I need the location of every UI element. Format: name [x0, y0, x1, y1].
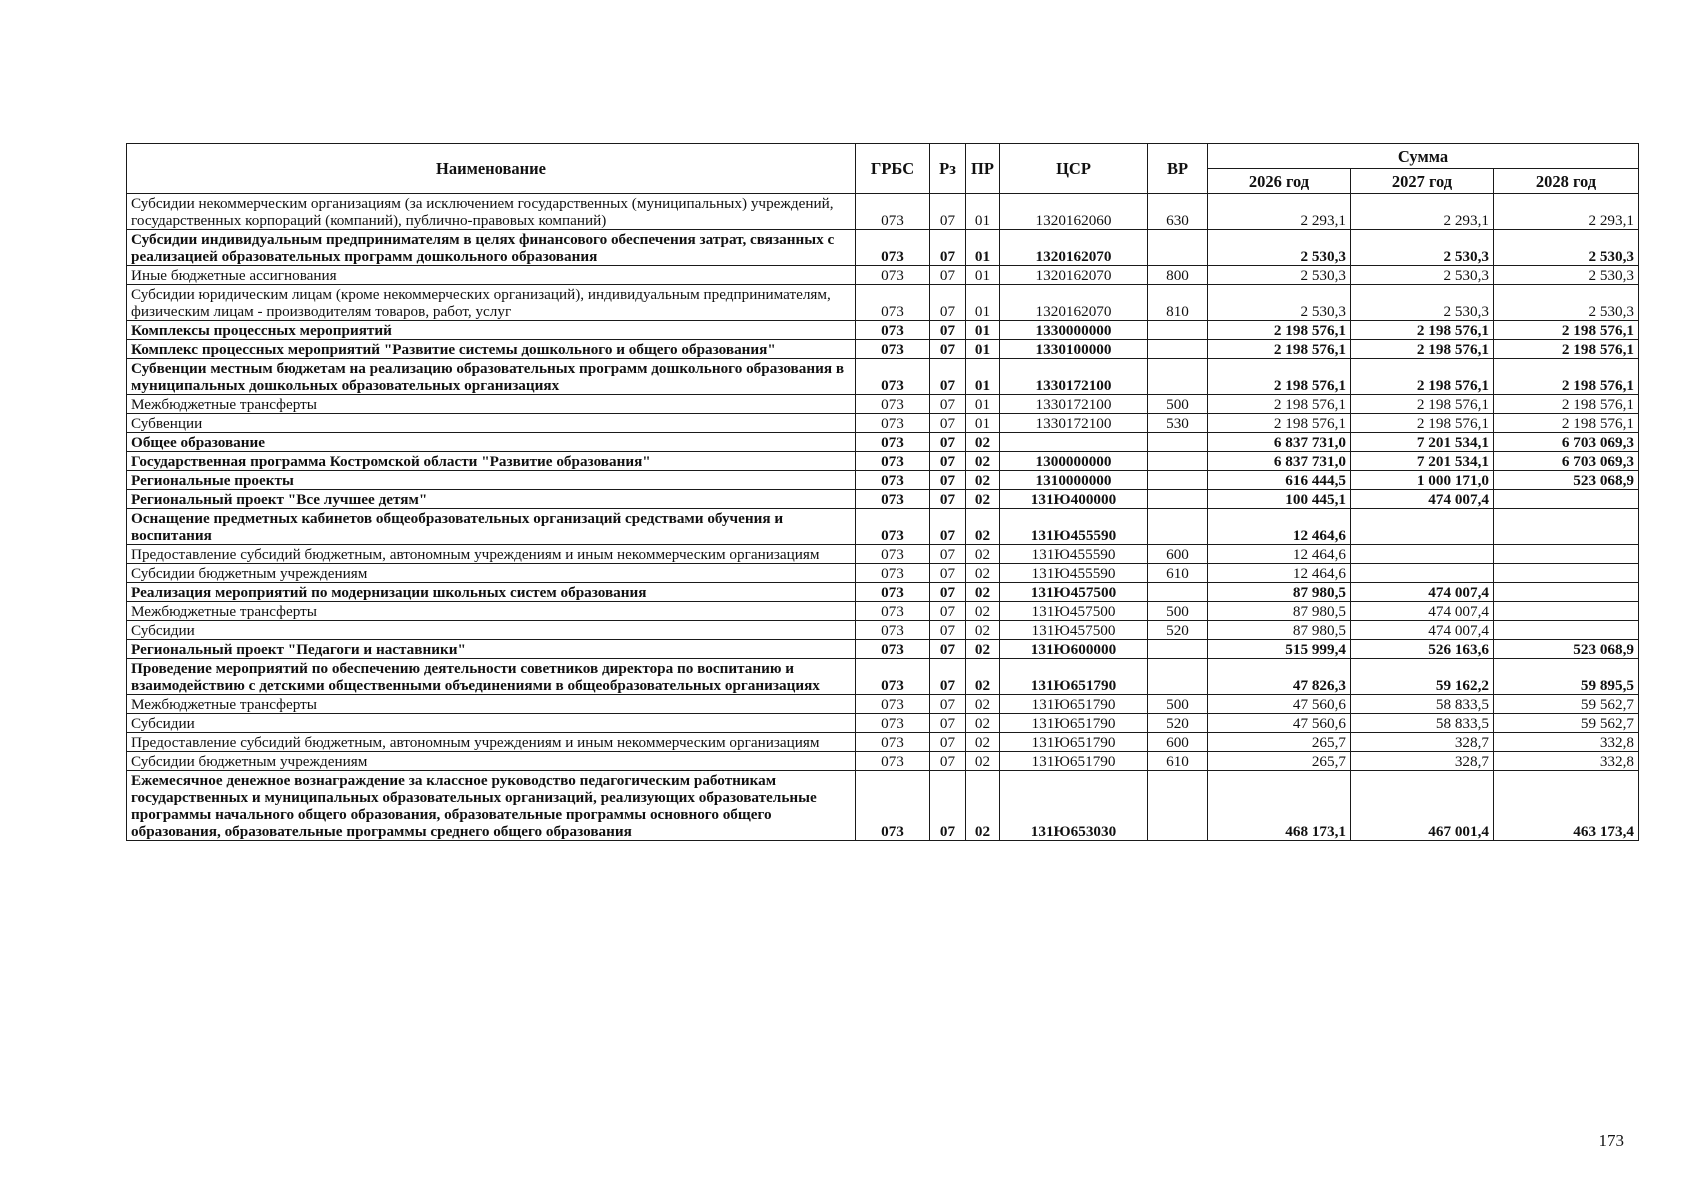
- cell-name: Региональный проект "Все лучшее детям": [127, 490, 856, 509]
- cell-sum-2026: 87 980,5: [1208, 583, 1351, 602]
- cell-pr: 01: [966, 321, 1000, 340]
- cell-rz: 07: [930, 564, 966, 583]
- table-row: [127, 285, 1639, 321]
- cell-pr: 02: [966, 695, 1000, 714]
- cell-pr: 02: [966, 490, 1000, 509]
- cell-grbs: 073: [856, 490, 930, 509]
- table-row: [127, 583, 1639, 602]
- table-body: [127, 194, 1639, 841]
- cell-sum-2026: 2 198 576,1: [1208, 321, 1351, 340]
- table-row: [127, 266, 1639, 285]
- cell-vr: [1148, 340, 1208, 359]
- cell-sum-2026: 12 464,6: [1208, 545, 1351, 564]
- cell-grbs: 073: [856, 509, 930, 545]
- cell-rz: 07: [930, 395, 966, 414]
- table-row: [127, 490, 1639, 509]
- cell-vr: 520: [1148, 714, 1208, 733]
- table-row: [127, 659, 1639, 695]
- cell-sum-2027: 2 530,3: [1351, 285, 1494, 321]
- cell-sum-2027: 7 201 534,1: [1351, 433, 1494, 452]
- cell-csr: 131Ю651790: [1000, 714, 1148, 733]
- cell-sum-2028: [1494, 509, 1639, 545]
- cell-csr: 1320162070: [1000, 230, 1148, 266]
- cell-vr: 610: [1148, 752, 1208, 771]
- table-row: [127, 340, 1639, 359]
- table-row: [127, 452, 1639, 471]
- table-row: [127, 414, 1639, 433]
- cell-pr: 02: [966, 583, 1000, 602]
- cell-csr: 1330172100: [1000, 395, 1148, 414]
- cell-vr: 530: [1148, 414, 1208, 433]
- cell-rz: 07: [930, 452, 966, 471]
- cell-sum-2027: 2 198 576,1: [1351, 359, 1494, 395]
- cell-grbs: 073: [856, 545, 930, 564]
- cell-name: Межбюджетные трансферты: [127, 695, 856, 714]
- cell-sum-2028: 6 703 069,3: [1494, 452, 1639, 471]
- cell-name: Государственная программа Костромской области "Развитие образования": [127, 452, 856, 471]
- budget-table: [126, 143, 1639, 841]
- cell-name: Межбюджетные трансферты: [127, 602, 856, 621]
- table-row: [127, 321, 1639, 340]
- cell-sum-2027: 328,7: [1351, 752, 1494, 771]
- cell-sum-2026: 2 293,1: [1208, 194, 1351, 230]
- cell-sum-2026: 2 530,3: [1208, 285, 1351, 321]
- cell-pr: 02: [966, 509, 1000, 545]
- table-row: [127, 509, 1639, 545]
- cell-vr: [1148, 359, 1208, 395]
- cell-name: Субсидии юридическим лицам (кроме некоммерческих организаций), индивидуальным предпринимателям, физическим лицам - производителям товаров, работ, услуг: [127, 285, 856, 321]
- cell-grbs: 073: [856, 771, 930, 841]
- cell-sum-2027: 474 007,4: [1351, 490, 1494, 509]
- cell-vr: [1148, 659, 1208, 695]
- cell-sum-2028: 332,8: [1494, 752, 1639, 771]
- cell-name: Субсидии некоммерческим организациям (за исключением государственных (муниципальных) учреждений, государственных корпораций (компаний), публично-правовых компаний): [127, 194, 856, 230]
- cell-rz: 07: [930, 733, 966, 752]
- cell-name: Региональный проект "Педагоги и наставники": [127, 640, 856, 659]
- cell-pr: 02: [966, 752, 1000, 771]
- cell-sum-2027: 58 833,5: [1351, 695, 1494, 714]
- cell-vr: 810: [1148, 285, 1208, 321]
- cell-pr: 01: [966, 359, 1000, 395]
- cell-sum-2026: 2 198 576,1: [1208, 359, 1351, 395]
- cell-sum-2027: 59 162,2: [1351, 659, 1494, 695]
- header-grbs: ГРБС: [856, 144, 930, 194]
- cell-vr: [1148, 321, 1208, 340]
- cell-rz: 07: [930, 695, 966, 714]
- cell-name: Проведение мероприятий по обеспечению деятельности советников директора по воспитанию и взаимодействию с детскими общественными объединениями в общеобразовательных организациях: [127, 659, 856, 695]
- cell-sum-2028: 2 198 576,1: [1494, 340, 1639, 359]
- cell-name: Реализация мероприятий по модернизации школьных систем образования: [127, 583, 856, 602]
- cell-grbs: 073: [856, 359, 930, 395]
- cell-sum-2026: 2 198 576,1: [1208, 340, 1351, 359]
- cell-csr: 1320162070: [1000, 266, 1148, 285]
- cell-sum-2027: [1351, 564, 1494, 583]
- cell-sum-2028: [1494, 602, 1639, 621]
- cell-vr: 610: [1148, 564, 1208, 583]
- cell-name: Иные бюджетные ассигнования: [127, 266, 856, 285]
- cell-sum-2026: 87 980,5: [1208, 602, 1351, 621]
- cell-rz: 07: [930, 340, 966, 359]
- cell-csr: [1000, 433, 1148, 452]
- cell-grbs: 073: [856, 395, 930, 414]
- cell-rz: 07: [930, 602, 966, 621]
- cell-sum-2027: 58 833,5: [1351, 714, 1494, 733]
- cell-csr: 1320162060: [1000, 194, 1148, 230]
- cell-rz: 07: [930, 359, 966, 395]
- cell-grbs: 073: [856, 602, 930, 621]
- cell-csr: 131Ю651790: [1000, 752, 1148, 771]
- cell-sum-2028: 59 562,7: [1494, 714, 1639, 733]
- cell-sum-2028: 523 068,9: [1494, 471, 1639, 490]
- cell-rz: 07: [930, 583, 966, 602]
- cell-name: Межбюджетные трансферты: [127, 395, 856, 414]
- cell-csr: 131Ю653030: [1000, 771, 1148, 841]
- cell-sum-2026: 12 464,6: [1208, 509, 1351, 545]
- cell-rz: 07: [930, 433, 966, 452]
- cell-sum-2028: [1494, 621, 1639, 640]
- cell-sum-2028: 332,8: [1494, 733, 1639, 752]
- cell-sum-2027: 2 530,3: [1351, 266, 1494, 285]
- header-year-2028: 2028 год: [1494, 169, 1639, 194]
- cell-pr: 02: [966, 602, 1000, 621]
- cell-sum-2028: 523 068,9: [1494, 640, 1639, 659]
- cell-sum-2028: 2 198 576,1: [1494, 395, 1639, 414]
- cell-name: Субвенции: [127, 414, 856, 433]
- cell-sum-2026: 87 980,5: [1208, 621, 1351, 640]
- cell-vr: [1148, 230, 1208, 266]
- cell-sum-2028: 2 198 576,1: [1494, 359, 1639, 395]
- cell-name: Субсидии бюджетным учреждениям: [127, 564, 856, 583]
- cell-csr: 131Ю651790: [1000, 659, 1148, 695]
- cell-sum-2027: 2 198 576,1: [1351, 340, 1494, 359]
- cell-sum-2026: 265,7: [1208, 752, 1351, 771]
- table-row: [127, 395, 1639, 414]
- cell-csr: 131Ю455590: [1000, 509, 1148, 545]
- cell-sum-2027: 328,7: [1351, 733, 1494, 752]
- cell-sum-2027: 1 000 171,0: [1351, 471, 1494, 490]
- cell-csr: 1310000000: [1000, 471, 1148, 490]
- cell-sum-2026: 2 198 576,1: [1208, 395, 1351, 414]
- cell-name: Региональные проекты: [127, 471, 856, 490]
- cell-grbs: 073: [856, 695, 930, 714]
- cell-grbs: 073: [856, 752, 930, 771]
- cell-pr: 01: [966, 414, 1000, 433]
- cell-rz: 07: [930, 509, 966, 545]
- cell-sum-2026: 6 837 731,0: [1208, 433, 1351, 452]
- cell-sum-2026: 2 198 576,1: [1208, 414, 1351, 433]
- cell-vr: [1148, 452, 1208, 471]
- cell-sum-2028: 2 198 576,1: [1494, 414, 1639, 433]
- cell-rz: 07: [930, 640, 966, 659]
- cell-sum-2026: 265,7: [1208, 733, 1351, 752]
- cell-sum-2028: 59 895,5: [1494, 659, 1639, 695]
- cell-sum-2028: [1494, 583, 1639, 602]
- cell-sum-2027: 2 293,1: [1351, 194, 1494, 230]
- cell-name: Ежемесячное денежное вознаграждение за классное руководство педагогическим работникам государственных и муниципальных образовательных организаций, реализующих образовательные программы начального общего образования, образовательные программы основного общего образования, образовательные программы среднего общего образования: [127, 771, 856, 841]
- cell-sum-2028: 2 293,1: [1494, 194, 1639, 230]
- cell-sum-2026: 515 999,4: [1208, 640, 1351, 659]
- header-pr: ПР: [966, 144, 1000, 194]
- cell-sum-2026: 6 837 731,0: [1208, 452, 1351, 471]
- cell-sum-2027: 2 198 576,1: [1351, 414, 1494, 433]
- cell-sum-2026: 468 173,1: [1208, 771, 1351, 841]
- cell-sum-2026: 12 464,6: [1208, 564, 1351, 583]
- cell-name: Субсидии индивидуальным предпринимателям в целях финансового обеспечения затрат, связанных с реализацией образовательных программ дошкольного образования: [127, 230, 856, 266]
- cell-rz: 07: [930, 752, 966, 771]
- cell-vr: 500: [1148, 395, 1208, 414]
- cell-pr: 02: [966, 640, 1000, 659]
- cell-pr: 01: [966, 340, 1000, 359]
- cell-sum-2027: 474 007,4: [1351, 583, 1494, 602]
- cell-sum-2028: [1494, 490, 1639, 509]
- cell-grbs: 073: [856, 564, 930, 583]
- cell-sum-2028: 59 562,7: [1494, 695, 1639, 714]
- cell-csr: 1330172100: [1000, 414, 1148, 433]
- cell-sum-2026: 47 560,6: [1208, 695, 1351, 714]
- cell-pr: 02: [966, 659, 1000, 695]
- table-row: [127, 230, 1639, 266]
- cell-sum-2026: 47 560,6: [1208, 714, 1351, 733]
- cell-rz: 07: [930, 471, 966, 490]
- cell-csr: 131Ю457500: [1000, 602, 1148, 621]
- page-number: 173: [1598, 1131, 1624, 1150]
- cell-csr: 131Ю455590: [1000, 564, 1148, 583]
- table-row: [127, 194, 1639, 230]
- cell-sum-2026: 2 530,3: [1208, 230, 1351, 266]
- cell-name: Субсидии бюджетным учреждениям: [127, 752, 856, 771]
- cell-vr: 520: [1148, 621, 1208, 640]
- cell-rz: 07: [930, 285, 966, 321]
- cell-rz: 07: [930, 621, 966, 640]
- cell-pr: 02: [966, 545, 1000, 564]
- cell-grbs: 073: [856, 230, 930, 266]
- cell-vr: [1148, 490, 1208, 509]
- cell-rz: 07: [930, 414, 966, 433]
- cell-pr: 02: [966, 621, 1000, 640]
- cell-rz: 07: [930, 266, 966, 285]
- cell-rz: 07: [930, 230, 966, 266]
- table-row: [127, 695, 1639, 714]
- cell-csr: 131Ю457500: [1000, 621, 1148, 640]
- cell-rz: 07: [930, 771, 966, 841]
- cell-pr: 01: [966, 230, 1000, 266]
- cell-grbs: 073: [856, 733, 930, 752]
- cell-pr: 02: [966, 564, 1000, 583]
- cell-name: Субсидии: [127, 714, 856, 733]
- table-row: [127, 433, 1639, 452]
- cell-rz: 07: [930, 194, 966, 230]
- cell-sum-2027: 474 007,4: [1351, 621, 1494, 640]
- cell-vr: 600: [1148, 733, 1208, 752]
- cell-sum-2028: 6 703 069,3: [1494, 433, 1639, 452]
- cell-sum-2028: 2 198 576,1: [1494, 321, 1639, 340]
- cell-vr: 630: [1148, 194, 1208, 230]
- cell-sum-2028: 2 530,3: [1494, 230, 1639, 266]
- cell-grbs: 073: [856, 452, 930, 471]
- table-row: [127, 471, 1639, 490]
- cell-sum-2027: 474 007,4: [1351, 602, 1494, 621]
- table-header: [127, 144, 1639, 194]
- cell-csr: 131Ю455590: [1000, 545, 1148, 564]
- cell-sum-2027: 467 001,4: [1351, 771, 1494, 841]
- cell-pr: 02: [966, 471, 1000, 490]
- table-row: [127, 564, 1639, 583]
- cell-vr: 800: [1148, 266, 1208, 285]
- cell-grbs: 073: [856, 266, 930, 285]
- cell-vr: 500: [1148, 695, 1208, 714]
- cell-sum-2028: 463 173,4: [1494, 771, 1639, 841]
- cell-sum-2028: 2 530,3: [1494, 285, 1639, 321]
- cell-pr: 01: [966, 285, 1000, 321]
- cell-name: Предоставление субсидий бюджетным, автономным учреждениям и иным некоммерческим организациям: [127, 545, 856, 564]
- cell-rz: 07: [930, 321, 966, 340]
- cell-csr: 131Ю457500: [1000, 583, 1148, 602]
- cell-name: Субвенции местным бюджетам на реализацию образовательных программ дошкольного образования в муниципальных дошкольных образовательных организациях: [127, 359, 856, 395]
- cell-grbs: 073: [856, 194, 930, 230]
- cell-csr: 1320162070: [1000, 285, 1148, 321]
- cell-grbs: 073: [856, 285, 930, 321]
- cell-name: Комплексы процессных мероприятий: [127, 321, 856, 340]
- cell-csr: 131Ю600000: [1000, 640, 1148, 659]
- table-row: [127, 733, 1639, 752]
- cell-vr: [1148, 640, 1208, 659]
- cell-sum-2027: 526 163,6: [1351, 640, 1494, 659]
- cell-grbs: 073: [856, 433, 930, 452]
- cell-csr: 131Ю651790: [1000, 695, 1148, 714]
- cell-vr: [1148, 433, 1208, 452]
- table-row: [127, 714, 1639, 733]
- cell-pr: 02: [966, 452, 1000, 471]
- cell-vr: 600: [1148, 545, 1208, 564]
- cell-sum-2028: 2 530,3: [1494, 266, 1639, 285]
- header-sum: Сумма: [1208, 144, 1639, 169]
- cell-sum-2026: 100 445,1: [1208, 490, 1351, 509]
- table-row: [127, 602, 1639, 621]
- cell-rz: 07: [930, 490, 966, 509]
- cell-grbs: 073: [856, 321, 930, 340]
- cell-sum-2026: 2 530,3: [1208, 266, 1351, 285]
- cell-name: Комплекс процессных мероприятий "Развитие системы дошкольного и общего образования": [127, 340, 856, 359]
- cell-grbs: 073: [856, 340, 930, 359]
- header-year-2026: 2026 год: [1208, 169, 1351, 194]
- cell-pr: 02: [966, 433, 1000, 452]
- cell-vr: [1148, 771, 1208, 841]
- header-year-2027: 2027 год: [1351, 169, 1494, 194]
- cell-csr: 1300000000: [1000, 452, 1148, 471]
- table-row: [127, 640, 1639, 659]
- table-row: [127, 621, 1639, 640]
- cell-csr: 1330000000: [1000, 321, 1148, 340]
- table-row: [127, 752, 1639, 771]
- table-row: [127, 359, 1639, 395]
- cell-pr: 01: [966, 266, 1000, 285]
- cell-sum-2026: 616 444,5: [1208, 471, 1351, 490]
- cell-name: Предоставление субсидий бюджетным, автономным учреждениям и иным некоммерческим организациям: [127, 733, 856, 752]
- cell-name: Оснащение предметных кабинетов общеобразовательных организаций средствами обучения и воспитания: [127, 509, 856, 545]
- cell-csr: 1330100000: [1000, 340, 1148, 359]
- cell-csr: 131Ю651790: [1000, 733, 1148, 752]
- cell-sum-2027: [1351, 509, 1494, 545]
- cell-sum-2027: 2 530,3: [1351, 230, 1494, 266]
- cell-sum-2026: 47 826,3: [1208, 659, 1351, 695]
- cell-name: Общее образование: [127, 433, 856, 452]
- cell-sum-2027: 7 201 534,1: [1351, 452, 1494, 471]
- cell-pr: 01: [966, 194, 1000, 230]
- cell-sum-2028: [1494, 564, 1639, 583]
- cell-pr: 02: [966, 771, 1000, 841]
- cell-grbs: 073: [856, 659, 930, 695]
- cell-rz: 07: [930, 545, 966, 564]
- cell-sum-2027: [1351, 545, 1494, 564]
- header-vr: ВР: [1148, 144, 1208, 194]
- cell-rz: 07: [930, 714, 966, 733]
- cell-vr: [1148, 471, 1208, 490]
- cell-rz: 07: [930, 659, 966, 695]
- cell-grbs: 073: [856, 583, 930, 602]
- header-rz: Рз: [930, 144, 966, 194]
- cell-name: Субсидии: [127, 621, 856, 640]
- cell-sum-2027: 2 198 576,1: [1351, 395, 1494, 414]
- cell-csr: 131Ю400000: [1000, 490, 1148, 509]
- cell-sum-2028: [1494, 545, 1639, 564]
- cell-grbs: 073: [856, 714, 930, 733]
- cell-grbs: 073: [856, 471, 930, 490]
- cell-csr: 1330172100: [1000, 359, 1148, 395]
- cell-grbs: 073: [856, 414, 930, 433]
- table-row: [127, 771, 1639, 841]
- table-row: [127, 545, 1639, 564]
- cell-grbs: 073: [856, 621, 930, 640]
- cell-pr: 02: [966, 714, 1000, 733]
- cell-sum-2027: 2 198 576,1: [1351, 321, 1494, 340]
- cell-pr: 01: [966, 395, 1000, 414]
- cell-vr: [1148, 583, 1208, 602]
- cell-vr: 500: [1148, 602, 1208, 621]
- header-name: Наименование: [127, 144, 856, 194]
- header-csr: ЦСР: [1000, 144, 1148, 194]
- cell-grbs: 073: [856, 640, 930, 659]
- cell-vr: [1148, 509, 1208, 545]
- cell-pr: 02: [966, 733, 1000, 752]
